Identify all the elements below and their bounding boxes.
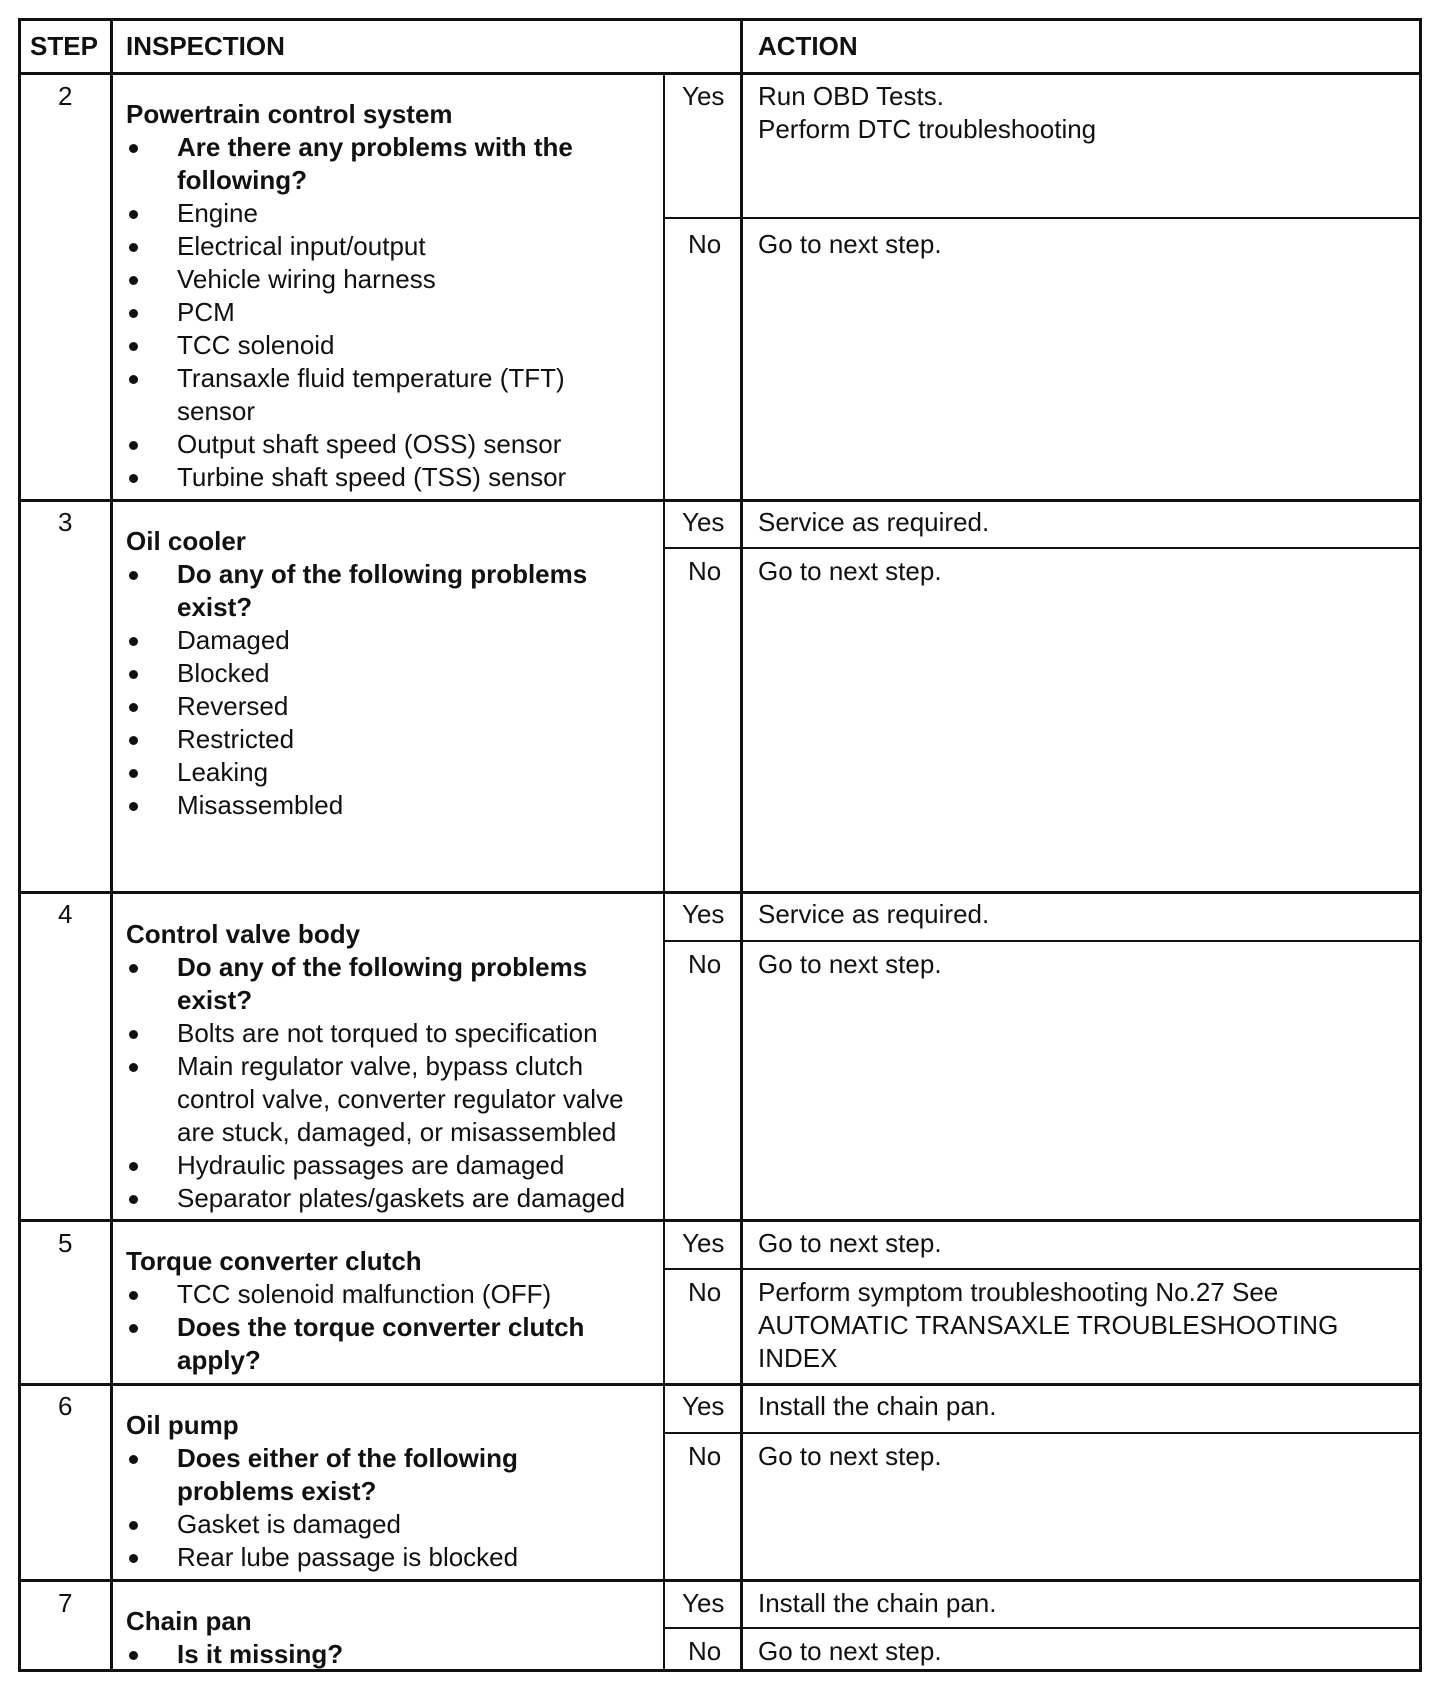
- yes-action: Service as required.: [758, 507, 990, 537]
- inspection-item: Blocked: [177, 658, 270, 688]
- bullet: [129, 276, 138, 285]
- inspection-title: Powertrain control system: [126, 99, 453, 129]
- inspection-question: apply?: [177, 1345, 261, 1375]
- step-number: 3: [58, 507, 73, 537]
- yes-no-divider: [663, 217, 1422, 219]
- bullet: [129, 210, 138, 219]
- no-label: No: [688, 1277, 722, 1307]
- inspection-title: Chain pan: [126, 1606, 252, 1636]
- inspection-question: problems exist?: [177, 1476, 377, 1506]
- inspection-item: control valve, converter regulator valve: [177, 1084, 624, 1114]
- inspection-item: Engine: [177, 198, 258, 228]
- step-number: 4: [58, 899, 73, 929]
- inspection-item: TCC solenoid malfunction (OFF): [177, 1279, 552, 1309]
- inspection-item: Reversed: [177, 691, 289, 721]
- row-divider: [18, 1219, 1422, 1222]
- inspection-item: PCM: [177, 297, 235, 327]
- inspection-question: Does either of the following: [177, 1443, 518, 1473]
- header-action: ACTION: [758, 31, 858, 61]
- inspection-item: TCC solenoid: [177, 330, 335, 360]
- step-number: 7: [58, 1588, 73, 1618]
- bullet: [129, 571, 138, 580]
- yes-action: Install the chain pan.: [758, 1391, 997, 1421]
- bullet: [129, 769, 138, 778]
- bullet: [129, 1195, 138, 1204]
- yes-label: Yes: [682, 1228, 725, 1258]
- yes-action: Run OBD Tests.: [758, 81, 944, 111]
- bullet: [129, 670, 138, 679]
- inspection-item: are stuck, damaged, or misassembled: [177, 1117, 617, 1147]
- inspection-item: Gasket is damaged: [177, 1509, 402, 1539]
- bullet: [129, 802, 138, 811]
- no-label: No: [688, 229, 722, 259]
- border-right: [1419, 18, 1422, 1672]
- bullet: [129, 1554, 138, 1563]
- bullet: [129, 309, 138, 318]
- inspection-item: sensor: [177, 396, 256, 426]
- no-action: INDEX: [758, 1343, 838, 1373]
- bullet: [129, 736, 138, 745]
- inspection-question: Are there any problems with the: [177, 132, 573, 162]
- bullet: [129, 1651, 138, 1660]
- bullet: [129, 1291, 138, 1300]
- no-action: Go to next step.: [758, 1636, 942, 1666]
- row-divider: [18, 1579, 1422, 1582]
- bullet: [129, 243, 138, 252]
- inspection-question: Does the torque converter clutch: [177, 1312, 585, 1342]
- inspection-item: Turbine shaft speed (TSS) sensor: [177, 462, 567, 492]
- yes-label: Yes: [682, 1391, 725, 1421]
- step-number: 6: [58, 1391, 73, 1421]
- yes-action: Go to next step.: [758, 1228, 942, 1258]
- yes-action: Install the chain pan.: [758, 1588, 997, 1618]
- inspection-item: Misassembled: [177, 790, 344, 820]
- no-label: No: [688, 556, 722, 586]
- no-action: AUTOMATIC TRANSAXLE TROUBLESHOOTING: [758, 1310, 1339, 1340]
- inspection-question: following?: [177, 165, 307, 195]
- no-label: No: [688, 1636, 722, 1666]
- no-action: Go to next step.: [758, 229, 942, 259]
- border-top: [18, 18, 1422, 21]
- inspection-title: Torque converter clutch: [126, 1246, 422, 1276]
- no-label: No: [688, 949, 722, 979]
- inspection-item: Vehicle wiring harness: [177, 264, 436, 294]
- inspection-title: Oil pump: [126, 1410, 239, 1440]
- inspection-title: Control valve body: [126, 919, 361, 949]
- yes-no-divider: [663, 1627, 1422, 1629]
- yes-label: Yes: [682, 1588, 725, 1618]
- inspection-question: exist?: [177, 985, 253, 1015]
- inspection-item: Output shaft speed (OSS) sensor: [177, 429, 562, 459]
- inspection-item: Bolts are not torqued to specification: [177, 1018, 598, 1048]
- row-divider: [18, 499, 1422, 502]
- inspection-item: Damaged: [177, 625, 290, 655]
- inspection-item: Restricted: [177, 724, 295, 754]
- yes-label: Yes: [682, 899, 725, 929]
- step-number: 2: [58, 81, 73, 111]
- bullet: [129, 342, 138, 351]
- inspection-item: Transaxle fluid temperature (TFT): [177, 363, 565, 393]
- bullet: [129, 1324, 138, 1333]
- inspection-title: Oil cooler: [126, 526, 246, 556]
- inspection-item: Leaking: [177, 757, 269, 787]
- no-action: Go to next step.: [758, 949, 942, 979]
- divider-step: [110, 18, 113, 1672]
- yes-label: Yes: [682, 81, 725, 111]
- border-left: [18, 18, 21, 1672]
- inspection-item: Electrical input/output: [177, 231, 426, 261]
- bullet: [129, 1063, 138, 1072]
- no-action: Go to next step.: [758, 1441, 942, 1471]
- troubleshooting-table: [18, 18, 1422, 1682]
- yes-no-divider: [663, 1432, 1422, 1434]
- bullet: [129, 474, 138, 483]
- bullet: [129, 703, 138, 712]
- no-action: Go to next step.: [758, 556, 942, 586]
- row-divider: [18, 1383, 1422, 1386]
- header-inspection: INSPECTION: [126, 31, 285, 61]
- inspection-item: Separator plates/gaskets are damaged: [177, 1183, 626, 1213]
- inspection-question: exist?: [177, 592, 253, 622]
- inspection-question: Do any of the following problems: [177, 559, 588, 589]
- inspection-item: Hydraulic passages are damaged: [177, 1150, 565, 1180]
- bullet: [129, 1162, 138, 1171]
- bullet: [129, 1030, 138, 1039]
- bullet: [129, 144, 138, 153]
- yes-no-divider: [663, 1268, 1422, 1270]
- yes-action: Service as required.: [758, 899, 990, 929]
- no-label: No: [688, 1441, 722, 1471]
- yes-no-divider: [663, 940, 1422, 942]
- header-step: STEP: [30, 31, 98, 61]
- inspection-item: Main regulator valve, bypass clutch: [177, 1051, 584, 1081]
- bullet: [129, 441, 138, 450]
- divider-action: [740, 18, 743, 1672]
- no-action: Perform symptom troubleshooting No.27 See: [758, 1277, 1279, 1307]
- yes-action: Perform DTC troubleshooting: [758, 114, 1097, 144]
- inspection-question: Do any of the following problems: [177, 952, 588, 982]
- bullet: [129, 375, 138, 384]
- yes-label: Yes: [682, 507, 725, 537]
- bullet: [129, 1521, 138, 1530]
- row-divider: [18, 72, 1422, 75]
- row-divider: [18, 891, 1422, 894]
- inspection-item: Rear lube passage is blocked: [177, 1542, 519, 1572]
- inspection-question: Is it missing?: [177, 1639, 344, 1669]
- bullet: [129, 637, 138, 646]
- bullet: [129, 1455, 138, 1464]
- bullet: [129, 964, 138, 973]
- yes-no-divider: [663, 547, 1422, 549]
- step-number: 5: [58, 1228, 73, 1258]
